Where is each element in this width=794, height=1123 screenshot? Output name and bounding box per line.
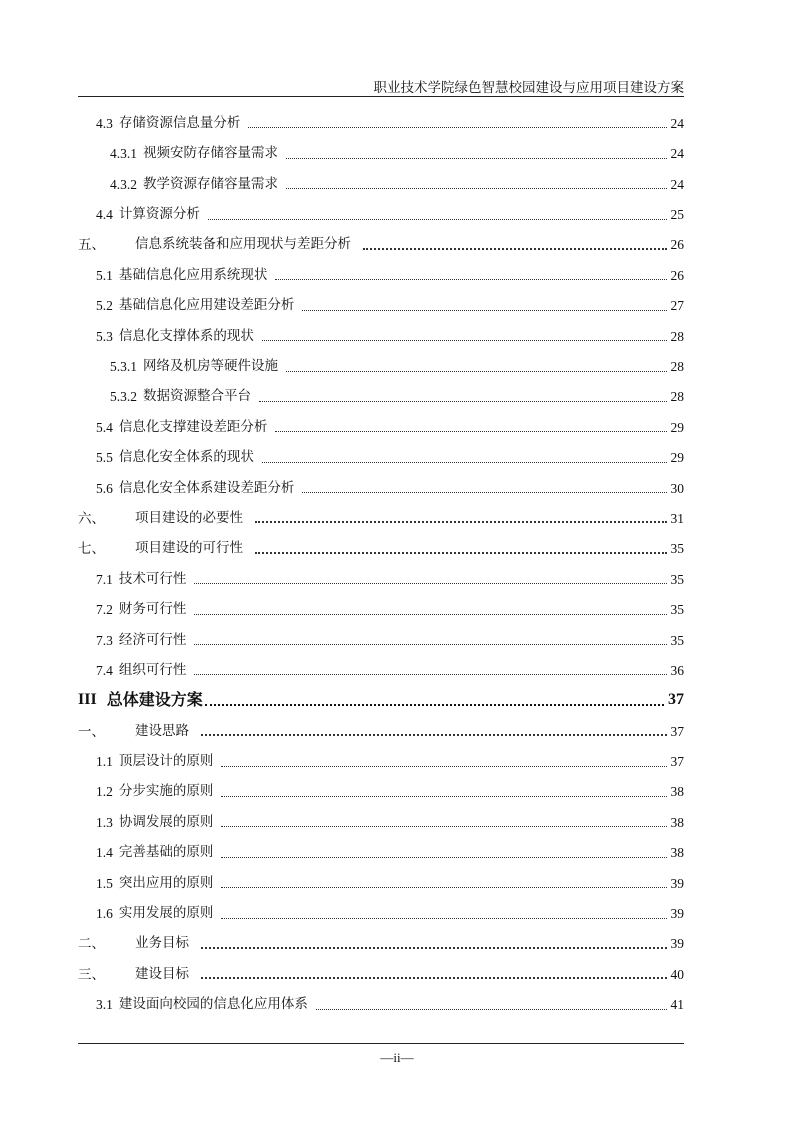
toc-entry-page: 31	[670, 510, 684, 526]
dot-leader	[221, 857, 666, 858]
toc-entry-title: 技术可行性	[118, 570, 187, 587]
table-of-contents	[78, 106, 684, 1018]
toc-entry-title: 建设思路	[135, 722, 189, 739]
toc-entry-page: 39	[670, 936, 684, 952]
toc-entry[interactable]	[78, 927, 684, 957]
toc-entry[interactable]	[78, 106, 684, 136]
toc-entry-number: 二、	[78, 936, 105, 952]
toc-entry-number: 5.3.2	[110, 389, 137, 405]
toc-entry-title: 完善基础的原则	[118, 844, 214, 861]
toc-entry-number: 五、	[78, 237, 105, 253]
toc-entry[interactable]	[78, 866, 684, 896]
toc-entry-page: 29	[670, 419, 684, 435]
toc-entry[interactable]	[78, 228, 684, 258]
toc-entry[interactable]	[78, 349, 684, 379]
dot-leader	[194, 674, 666, 675]
toc-entry[interactable]	[78, 562, 684, 592]
toc-entry-number: 六、	[78, 510, 105, 526]
toc-entry-page: 35	[670, 541, 684, 557]
toc-entry-page: 37	[670, 754, 684, 770]
toc-entry-page: 35	[670, 632, 684, 648]
toc-entry[interactable]	[78, 410, 684, 440]
toc-entry-number: 5.1	[96, 267, 113, 283]
toc-entry-page: 36	[670, 662, 684, 678]
toc-entry-number: 4.3.1	[110, 146, 137, 162]
toc-entry[interactable]	[78, 592, 684, 622]
toc-entry[interactable]	[78, 683, 684, 713]
toc-entry[interactable]	[78, 623, 684, 653]
toc-entry-page: 39	[670, 875, 684, 891]
toc-entry-page: 29	[670, 450, 684, 466]
dot-leader	[201, 977, 667, 979]
toc-entry-page: 25	[670, 207, 684, 223]
toc-entry-title: 信息化支撑体系的现状	[118, 327, 254, 344]
toc-entry-number: 1.4	[96, 845, 113, 861]
toc-entry-number: 1.5	[96, 875, 113, 891]
running-header: 职业技术学院绿色智慧校园建设与应用项目建设方案	[373, 80, 684, 96]
dot-leader	[201, 947, 667, 949]
toc-entry-title: 教学资源存储容量需求	[143, 175, 278, 192]
toc-entry-title: 总体建设方案	[106, 689, 203, 709]
dot-leader	[259, 401, 667, 402]
toc-entry[interactable]	[78, 288, 684, 318]
toc-entry-title: 项目建设的可行性	[135, 540, 243, 557]
toc-entry[interactable]	[78, 167, 684, 197]
toc-entry-title: 基础信息化应用建设差距分析	[118, 297, 295, 314]
toc-entry-title: 组织可行性	[118, 661, 187, 678]
dot-leader	[363, 248, 667, 250]
toc-entry-title: 信息化安全体系的现状	[118, 449, 254, 466]
toc-entry-number: 7.4	[96, 662, 113, 678]
toc-entry-number: 5.5	[96, 450, 113, 466]
toc-entry-number: 4.4	[96, 207, 113, 223]
toc-entry-title: 实用发展的原则	[118, 905, 214, 922]
dot-leader	[275, 431, 666, 432]
toc-entry-page: 26	[670, 237, 684, 253]
toc-entry-title: 财务可行性	[118, 601, 187, 618]
toc-entry-title: 协调发展的原则	[118, 813, 214, 830]
toc-entry-title: 建设面向校园的信息化应用体系	[118, 996, 308, 1013]
toc-entry-title: 数据资源整合平台	[143, 388, 251, 405]
toc-entry[interactable]	[78, 471, 684, 501]
toc-entry[interactable]	[78, 440, 684, 470]
toc-entry-title: 业务目标	[135, 935, 189, 952]
toc-entry-title: 存储资源信息量分析	[118, 114, 241, 131]
dot-leader	[194, 644, 666, 645]
toc-entry-title: 网络及机房等硬件设施	[143, 358, 278, 375]
toc-entry-page: 28	[670, 389, 684, 405]
toc-entry-number: 5.4	[96, 419, 113, 435]
toc-entry[interactable]	[78, 319, 684, 349]
toc-entry-number: 4.3.2	[110, 176, 137, 192]
toc-entry-title: 信息化支撑建设差距分析	[118, 418, 268, 435]
toc-entry-page: 28	[670, 359, 684, 375]
dot-leader	[221, 796, 666, 797]
toc-entry-number: 一、	[78, 723, 105, 739]
dot-leader	[205, 704, 664, 706]
toc-entry-title: 建设目标	[135, 965, 189, 982]
dot-leader	[286, 158, 667, 159]
toc-entry-number: 5.2	[96, 298, 113, 314]
dot-leader	[255, 552, 667, 554]
dot-leader	[221, 826, 666, 827]
dot-leader	[302, 310, 666, 311]
toc-entry-page: 38	[670, 845, 684, 861]
toc-entry-number: III	[78, 690, 97, 708]
toc-entry[interactable]	[78, 258, 684, 288]
toc-entry-page: 35	[670, 571, 684, 587]
page-number: —ii—	[380, 1050, 414, 1065]
toc-entry[interactable]	[78, 531, 684, 561]
toc-entry-page: 26	[670, 267, 684, 283]
toc-entry-number: 三、	[78, 966, 105, 982]
toc-entry-number: 1.1	[96, 754, 113, 770]
toc-entry-number: 7.3	[96, 632, 113, 648]
toc-entry[interactable]	[78, 744, 684, 774]
toc-entry-number: 7.1	[96, 571, 113, 587]
toc-entry-title: 基础信息化应用系统现状	[118, 266, 268, 283]
toc-entry-title: 信息系统装备和应用现状与差距分析	[135, 236, 351, 253]
toc-entry[interactable]	[78, 714, 684, 744]
dot-leader	[201, 734, 667, 736]
dot-leader	[194, 614, 666, 615]
toc-entry-title: 计算资源分析	[118, 206, 200, 223]
toc-entry-number: 7.2	[96, 602, 113, 618]
dot-leader	[255, 521, 667, 523]
toc-entry[interactable]	[78, 197, 684, 227]
dot-leader	[262, 340, 667, 341]
dot-leader	[316, 1009, 667, 1010]
dot-leader	[194, 583, 666, 584]
toc-entry-page: 27	[670, 298, 684, 314]
footer-rule	[78, 1043, 684, 1044]
toc-entry[interactable]	[78, 775, 684, 805]
toc-entry-number: 1.6	[96, 906, 113, 922]
toc-entry-number: 4.3	[96, 115, 113, 131]
toc-entry-title: 突出应用的原则	[118, 874, 214, 891]
toc-entry-page: 38	[670, 784, 684, 800]
dot-leader	[302, 492, 666, 493]
toc-entry[interactable]	[78, 380, 684, 410]
dot-leader	[275, 279, 666, 280]
toc-entry-page: 37	[668, 690, 684, 708]
header-rule	[78, 96, 684, 97]
toc-entry-page: 24	[670, 146, 684, 162]
toc-entry-title: 项目建设的必要性	[135, 509, 243, 526]
dot-leader	[248, 127, 666, 128]
toc-entry-title: 信息化安全体系建设差距分析	[118, 479, 295, 496]
toc-entry-title: 视频安防存储容量需求	[143, 145, 278, 162]
toc-entry[interactable]	[78, 136, 684, 166]
toc-entry[interactable]	[78, 835, 684, 865]
toc-entry-page: 30	[670, 480, 684, 496]
dot-leader	[221, 766, 666, 767]
toc-entry[interactable]	[78, 987, 684, 1017]
toc-entry-title: 分步实施的原则	[118, 783, 214, 800]
toc-entry-page: 40	[670, 966, 684, 982]
toc-entry-page: 39	[670, 906, 684, 922]
toc-entry-page: 41	[670, 997, 684, 1013]
toc-entry[interactable]	[78, 957, 684, 987]
toc-entry-page: 24	[670, 176, 684, 192]
dot-leader	[221, 887, 666, 888]
toc-entry-number: 1.3	[96, 814, 113, 830]
toc-entry-number: 1.2	[96, 784, 113, 800]
dot-leader	[262, 462, 667, 463]
toc-entry-page: 37	[670, 723, 684, 739]
toc-entry[interactable]	[78, 896, 684, 926]
toc-entry-number: 5.3	[96, 328, 113, 344]
dot-leader	[286, 188, 667, 189]
toc-entry-title: 经济可行性	[118, 631, 187, 648]
toc-entry[interactable]	[78, 653, 684, 683]
toc-entry[interactable]	[78, 501, 684, 531]
dot-leader	[208, 219, 667, 220]
dot-leader	[221, 918, 666, 919]
toc-entry-number: 5.3.1	[110, 359, 137, 375]
toc-entry-page: 35	[670, 602, 684, 618]
toc-entry-number: 3.1	[96, 997, 113, 1013]
toc-entry-page: 28	[670, 328, 684, 344]
toc-entry-page: 38	[670, 814, 684, 830]
dot-leader	[286, 371, 667, 372]
toc-entry-number: 七、	[78, 541, 105, 557]
toc-entry-number: 5.6	[96, 480, 113, 496]
toc-entry-page: 24	[670, 115, 684, 131]
toc-entry[interactable]	[78, 805, 684, 835]
toc-entry-title: 顶层设计的原则	[118, 753, 214, 770]
